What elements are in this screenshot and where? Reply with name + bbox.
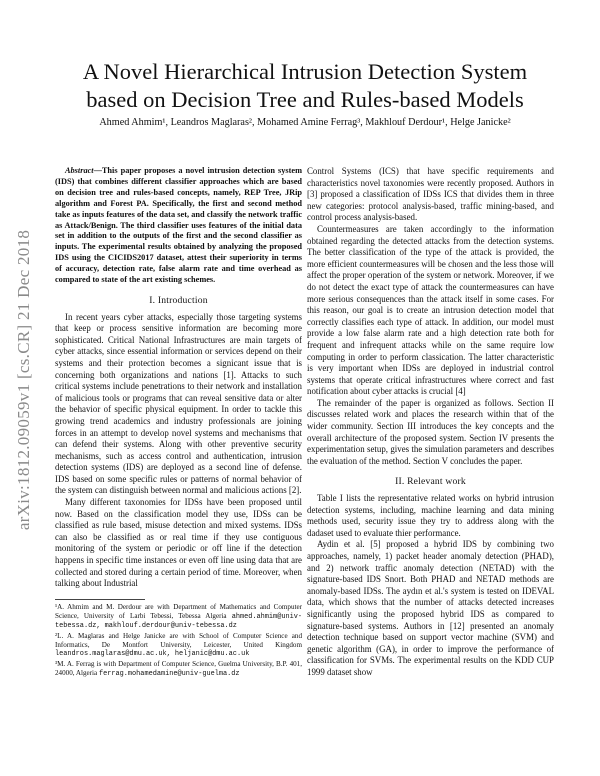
intro-paragraph-5: The remainder of the paper is organized as follows. Section II discusses related work and places the research within that of the wider community. Section III introduces the key concepts and the overall architecture of the proposed system. Section IV presents the experimentation setup, gives the simulation parameters and describes the evaluation of the method. Section V concludes the paper. [307, 397, 554, 466]
intro-paragraph-1: In recent years cyber attacks, especially those targeting systems that keep or process sensitive information are becoming more sophisticated. Critical National Infrastructures are main targets of cyber attacks, since essential information or services depend on their systems and their protection becomes a signicant issue that is concerning both organizations and nations [1]. Attacks to such critical systems include penetrations to their network and installation of malicious tools or programs that can reveal sensitive data or alter the behavior of specific physical equipment. In order to tackle this growing trend academics and industry professionals are joining forces in an attempt to develop novel systems and mechanisms that can defend their systems. Along with other preventive security mechanisms, such as access control and authentication, intrusion detection systems (IDS) are deployed as a second line of defense. IDS based on some specific rules or patterns of normal behavior of the system can distinguish between normal and malicious actions [2]. [55, 311, 302, 496]
title-line-1: A Novel Hierarchical Intrusion Detection System [82, 59, 528, 84]
footnote-1-text: ¹A. Ahmim and M. Derdour are with Department of Mathematics and Computer Science, University of Larbi Tebessi, Tebessa Algeria [55, 602, 302, 620]
footnote-1-email: ahmed.ahmim@univ-tebessa.dz, makhlouf.derdour@univ-tebessa.dz [55, 612, 302, 631]
footnote-1 [55, 603, 302, 631]
abstract [55, 166, 302, 286]
section-heading-introduction: I. Introduction [149, 294, 208, 306]
section-heading-relevant-work: II. Relevant work [395, 476, 466, 488]
footnote-2-email: leandros.maglaras@dmu.ac.uk, heljanic@dmu.ac.uk [55, 650, 250, 659]
related-paragraph-1: Table I lists the representative related works on hybrid intrusion detection systems, including, machine learning and data mining methods used, security issue they try to address along with the dadaset used to evaluate thier performance. [307, 493, 554, 538]
footnote-3-text: ³M. A. Ferrag is with Department of Computer Science, Guelma University, B.P. 401, 24000, Algeria [55, 660, 302, 677]
footnote-rule [55, 599, 145, 600]
title-line-2: based on Decision Tree and Rules-based Models [86, 87, 524, 112]
related-paragraph-2: Aydin et al. [5] proposed a hybrid IDS by combining two approaches, namely, 1) packet header anomaly detection (PHAD), and 2) network traffic anomaly detection (NETAD) with the signature-based IDS Snort. Both PHAD and NETAD methods are anomaly-based IDSs. The aydın et al.'s system is tested on IDEVAL data, which shows that the number of attacks detected increases significantly using the proposed hybrid IDS as compared to signature-based systems. Authors in [12] presented an anomaly detection technique based on support vector machine (SVM) and genetic algorithm (GA), in order to improve the performance of classification for SVMs. The experimental results on the KDD CUP 1999 dataset show [307, 539, 554, 677]
intro-paragraph-3: Control Systems (ICS) that have specific requirements and characteristics novel taxonomies were recently proposed. Authors in [3] proposed a classification of IDSs ICS that divides them in three new categories: protocol analysis-based, traffic mining-based, and control process analysis-based. [307, 166, 554, 223]
right-column [307, 166, 554, 679]
footnote-2 [55, 632, 302, 659]
footnote-3 [55, 660, 302, 678]
left-column [55, 166, 302, 679]
arxiv-stamp [8, 170, 40, 590]
abstract-body: —This paper proposes a novel intrusion detection system (IDS) that combines different classifier approaches which are based on decision tree and rules-based concepts, namely, REP Tree, JRip algorithm and Forest PA. Specifically, the first and second method take as inputs features of the data set, and classify the network traffic as Attack/Benign. The third classifier uses features of the initial data set in addition to the outputs of the first and the second classifier as inputs. The experimental results obtained by analyzing the proposed IDS using the CICIDS2017 dataset, attest their superiority in terms of accuracy, detection rate, false alarm rate and time overhead as compared to state of the art existing schemes. [55, 166, 302, 285]
footnote-3-email: ferrag.mohamedamine@univ-guelma.dz [98, 669, 240, 678]
intro-paragraph-4: Countermeasures are taken accordingly to the information obtained regarding the detected attacks from the detection systems. The better classification of the type of the attack is provided, the more efficient countermeasures will be chosen and the less those will affect the proper operation of the system or network. Moreover, if we do not detect the exact type of attack the countermeasures can have more serious consequences than the attack itself in some cases. For this reason, our goal is to create an intrusion detection model that correctly classifies each type of attack. In addition, our model must provide a low false alarm rate and a high detection rate both for frequent and infrequent attacks while on the same require low computing in order to perform classication. The latter characteristic is very important when IDSs are deployed in industrial control systems that operate critical infrastructures where correct and fast notification about cyber attacks is crucial [4] [307, 223, 554, 397]
paper-title [50, 58, 560, 114]
footnotes [55, 603, 302, 679]
footnote-2-text: ²L. A. Maglaras and Helge Janicke are with School of Computer Science and Informatics, De Montfort University, Leicester, United Kingdom [55, 631, 302, 649]
abstract-lead: Abstract [65, 166, 94, 175]
author-list: Ahmed Ahmim¹, Leandros Maglaras², Mohamed Amine Ferrag³, Makhlouf Derdour¹, Helge Janicke² [99, 117, 511, 128]
intro-paragraph-2: Many different taxonomies for IDSs have been proposed until now. Based on the classification model they use, IDSs can be classified as rule based, misuse detection and mixed systems. IDSs can also be classified as or real time if they use contiguous monitoring of the system or periodic or off line if the detection happens in specific time instances or even off line using data that are collected and stored during a certain period of time. Moreover, when talking about Industrial [55, 497, 302, 589]
arxiv-stamp-text: arXiv:1812.09059v1 [cs.CR] 21 Dec 2018 [14, 229, 34, 531]
